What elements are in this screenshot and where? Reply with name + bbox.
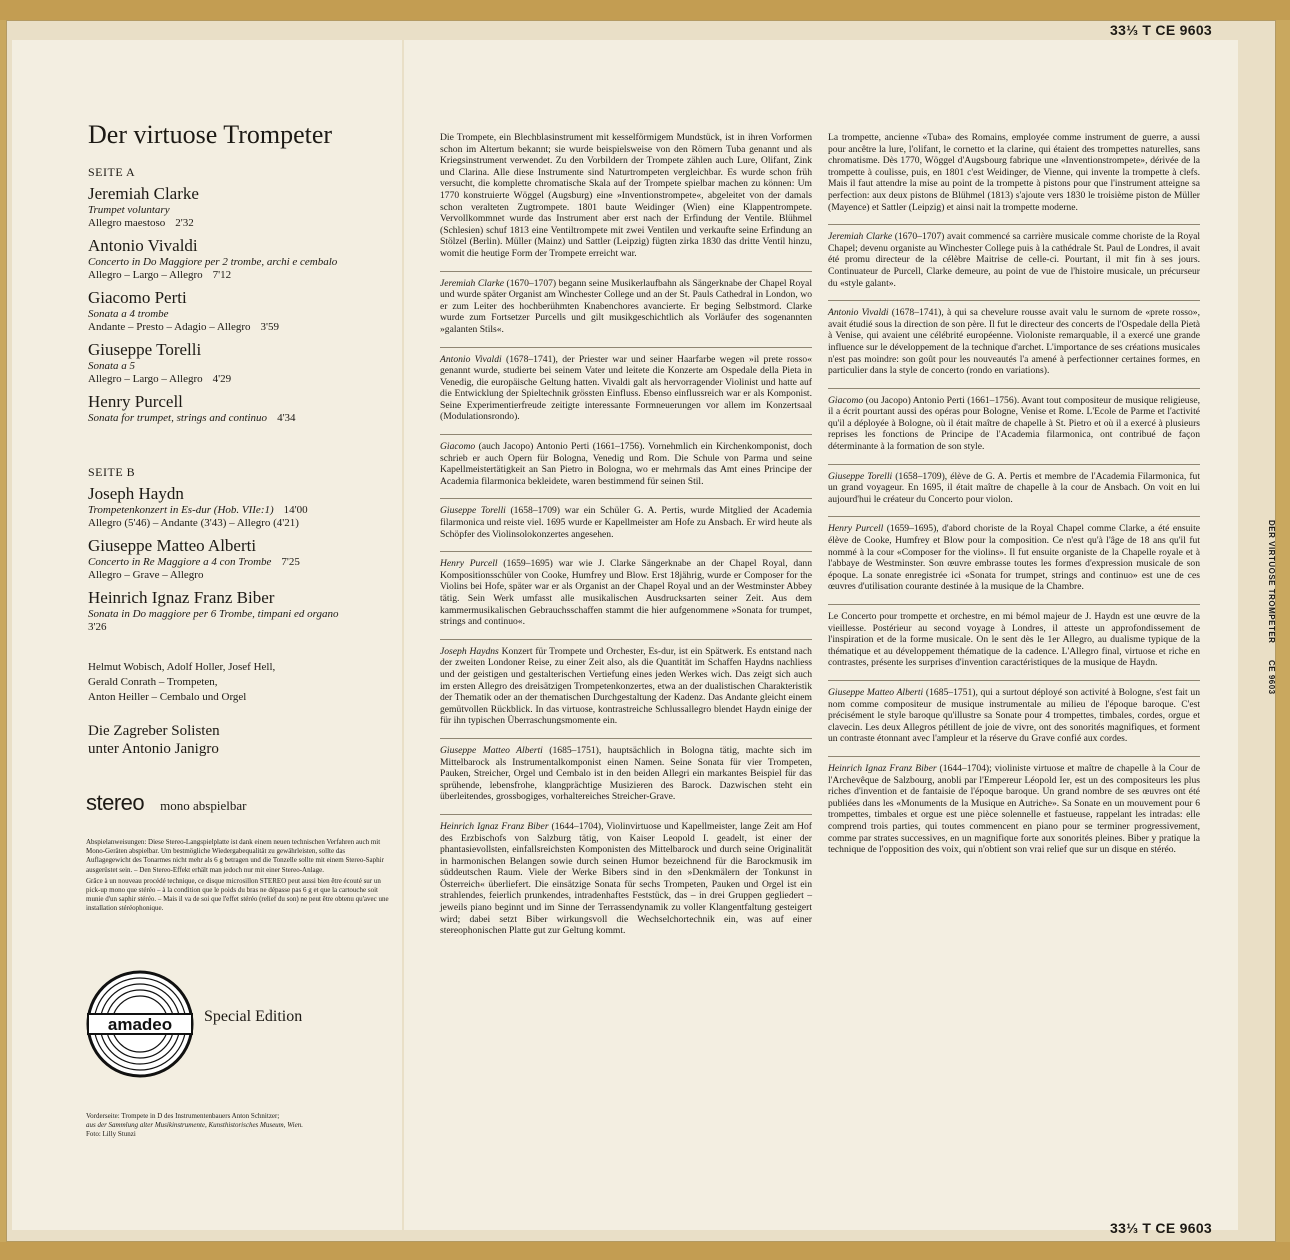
track-tempo-line: [88, 373, 398, 386]
track-work: Concerto in Re Maggiore a 4 con Trombe: [88, 556, 272, 568]
german-notes-column: [440, 132, 812, 948]
notes-name: Giuseppe Torelli: [828, 470, 893, 482]
sleeve-bottom-flap: [0, 1242, 1290, 1260]
notes-name: Joseph Haydns: [440, 645, 499, 657]
track-work: Sonata a 5: [88, 360, 136, 372]
notes-text: (1685–1751), hauptsächlich in Bologna tätig, machte sich im Mittelbarock als Instrumentalkomponist einen Namen. Seine Sonata für vier Trompeten, Pauken, Streicher, Orgel und Cembalo ist in den beiden Allegri ein markantes Beispiel für das sprühende, lebensfrohe, klangprächtige Musizieren des Barock. Dazwischen steht ein überleitendes, grossbogiges, vorhaltereiches Streicher-Grave.: [440, 744, 812, 803]
spine-number: CE 9603: [1267, 660, 1276, 695]
track-work: Trompetenkonzert in Es-dur (Hob. VIIe:1): [88, 504, 274, 516]
divider: [828, 224, 1200, 225]
track-work: Trumpet voluntary: [88, 204, 170, 216]
notes-paragraph: [828, 611, 1200, 669]
divider: [440, 434, 812, 435]
notes-name: Jeremiah Clarke: [828, 231, 893, 243]
notes-text: (1659–1695), d'abord choriste de la Royal Chapel comme Clarke, a été ensuite élève de Cooke, Humfrey et Blow pour la composition. Ce n'est qu'à l'âge de 18 ans qu'il fut nommé à la cour «Composer for the violins». Il fut ensuite organiste de la Chapelle royale et à l'abbaye de Westminster. Son œuvre embrasse toutes les formes d'expression musicale de son époque. La sonate enregistrée ici «Sonata for trumpet, strings and continuo» est une de ces œuvres d'utilisation courante destinée à la musique de la Chambre.: [828, 523, 1201, 593]
cover-credit-line: Vorderseite: Trompete in D des Instrumentenbauers Anton Schnitzer;: [86, 1112, 280, 1120]
ensemble: [88, 722, 398, 758]
notes-name: Henry Purcell: [828, 523, 884, 535]
notes-text: Konzert für Trompete und Orchester, Es-dur, ist ein Spätwerk. Es entstand nach der zweiten Londoner Reise, zu einer Zeit also, als die Quantität im Schaffen Haydns nachliess und der geistigen und gestalterischen Vertiefung eines jeden Werkes wich. Das zeigt sich auch im ersten Allegro des dreisätzigen Trompetenkonzertes, etwa an der dualistischen Charakteristik der Thematik oder an der thematischen Durchgestaltung der Kadenz. Das Andante gleicht einem gemütvollen Rückblick. In das virtuose, kontrastreiche Schlussallegro blendet Haydn einige der für ihn typischen Überraschungsmomente ein.: [440, 645, 812, 727]
cover-credit-line: aus der Sammlung alter Musikinstrumente, Kunsthistorisches Museum, Wien.: [86, 1121, 303, 1129]
track-composer: Joseph Haydn: [88, 484, 184, 503]
track-tempo-line: [88, 269, 398, 282]
notes-paragraph: [828, 471, 1200, 506]
notes-name: Henry Purcell: [440, 558, 498, 570]
notes-name: Jeremiah Clarke: [440, 277, 504, 289]
track-item: [88, 392, 398, 425]
cover-credit: [86, 1112, 396, 1139]
track-work: Concerto in Do Maggiore per 2 trombe, archi e cembalo: [88, 256, 338, 268]
divider: [440, 814, 812, 815]
performers: [88, 660, 398, 705]
spine-title: DER VIRTUOSE TROMPETER: [1267, 520, 1276, 644]
notes-paragraph: [828, 132, 1200, 213]
track-work-line: [88, 504, 398, 517]
divider: [440, 738, 812, 739]
notes-paragraph: [828, 687, 1200, 745]
divider: [828, 680, 1200, 681]
notes-paragraph: [828, 763, 1200, 856]
track-composer: Giuseppe Matteo Alberti: [88, 536, 257, 555]
logo-text: amadeo: [107, 1015, 173, 1034]
divider: [440, 347, 812, 348]
french-notes-column: [828, 132, 1200, 867]
track-duration: 4'34: [277, 412, 296, 424]
track-duration: 3'26: [88, 621, 107, 633]
sleeve-top-flap: [0, 0, 1290, 20]
track-item: [88, 288, 398, 334]
stereo-label: stereo: [86, 790, 145, 815]
track-tempo: Allegro – Largo – Allegro: [88, 373, 203, 385]
performers-line: Helmut Wobisch, Adolf Holler, Josef Hell,: [88, 661, 276, 673]
notes-name: Giacomo: [828, 394, 864, 406]
stereo-notice: [86, 790, 396, 816]
track-tempo-line: [88, 412, 398, 425]
notes-text: Le Concerto pour trompette et orchestre, en mi bémol majeur de J. Haydn est une œuvre de la vieillesse. Postérieur au second voyage à Londres, il atteste un approfondissement de l'inspiration et de la forme musicale. On le sent dès le 1er Allegro, au dualisme typique de la thématique et au développement thématique de la cadence. L'Allegro final, virtuose et riche en contrastes, présente les surprises d'invention caractéristiques de la musique de Haydn.: [828, 611, 1200, 669]
track-duration: 2'32: [175, 217, 194, 229]
track-item: [88, 588, 398, 634]
divider: [828, 388, 1200, 389]
notes-paragraph: [440, 646, 812, 727]
notes-paragraph: [828, 395, 1200, 453]
performers-line: Gerald Conrath – Trompeten,: [88, 676, 218, 688]
track-item: [88, 184, 398, 230]
track-tempo: Allegro (5'46) – Andante (3'43) – Allegro (4'21): [88, 517, 299, 529]
notes-paragraph: [440, 278, 812, 336]
mono-compatible-label: mono abspielbar: [160, 798, 247, 813]
track-composer: Henry Purcell: [88, 392, 183, 411]
ensemble-line: unter Antonio Janigro: [88, 741, 219, 757]
track-composer: Antonio Vivaldi: [88, 236, 198, 255]
notes-paragraph: [440, 821, 812, 937]
track-work: Sonata in Do maggiore per 6 Trombe, timpani ed organo: [88, 608, 339, 620]
notes-paragraph: [828, 231, 1200, 289]
notes-text: (1678–1741), à qui sa chevelure rousse avait valu le surnom de «prete rosso», avait étudié sous la direction de son père. Il fut le directeur des concerts de l'Ospedale della Pietà à Venise, qui avaient une célébrité européenne. Violoniste remarquable, il a exercé une grande influence sur le développement de la technique d'archet. L'importance de ses créations musicales n'est pas moindre: son goût pour les nouveautés l'a amené à perfectionner certaines formes, en particulier dans la style de concerto (rondo en variations).: [828, 307, 1200, 377]
notes-paragraph: [440, 132, 812, 260]
notes-paragraph: [440, 354, 812, 424]
track-composer: Giuseppe Torelli: [88, 340, 202, 359]
cover-credit-line: Foto: Lilly Stunzi: [86, 1130, 136, 1138]
side-a-label: SEITE A: [88, 165, 136, 179]
track-work: Sonata a 4 trombe: [88, 308, 169, 320]
track-composer: Heinrich Ignaz Franz Biber: [88, 588, 275, 607]
track-duration: 7'12: [212, 269, 232, 281]
divider: [440, 498, 812, 499]
album-title: Der virtuose Trompeter: [88, 120, 333, 149]
side-a: [88, 165, 398, 431]
track-duration: 14'00: [283, 504, 308, 516]
catalog-number-bottom: 33⅓ T CE 9603: [1110, 1220, 1212, 1236]
notes-name: Heinrich Ignaz Franz Biber: [440, 820, 549, 832]
notes-paragraph: [828, 307, 1200, 377]
notes-text: (auch Jacopo) Antonio Perti (1661–1756). Vornehmlich ein Kirchenkomponist, doch schrieb er auch Opern für Bologna, Venedig und Rom. Die Schule von Parma und seine Kapellmeistertätigkeit an San Pietro in Bologna, wo er mehrmals das Amt eines Principe der Academia filarmonica bekleidete, waren bestimmend für seinen Stil.: [440, 441, 812, 487]
notes-text: (1670–1707) begann seine Musikerlaufbahn als Sängerknabe der Chapel Royal und wurde später Organist am Winchester College und an der St. Pauls Cathedral in London, wo er zum Leiter des hochberühmten Knabenchores avancierte. Er beging Selbstmord. Clarke wurde zum Fortsetzer Purcells und gilt musikgeschichtlich als Vorläufer des sogenannten »galanten Stils«.: [440, 277, 812, 335]
notes-text: (1678–1741), der Priester war und seiner Haarfarbe wegen »il prete rosso« genannt wurde, studierte bei seinem Vater und leitete die Konzerte am Ospedale della Pieta in Venedig, die europäische Geltung hatten. Vivaldi galt als hervorragender Violinist und hatte auf die Entwicklung der Spieltechnik grössten Einfluss. Ebenso einflussreich war er als Komponist. Seine Experimentierfreude zeitigte interessante Formneuerungen vor allem im Konzertsaal (Modulationsrondo).: [440, 353, 812, 423]
track-duration: 3'59: [260, 321, 280, 333]
notes-paragraph: [440, 558, 812, 628]
notes-paragraph: [828, 523, 1200, 593]
notes-name: Giuseppe Matteo Alberti: [828, 686, 924, 698]
track-tempo: Allegro – Largo – Allegro: [88, 269, 203, 281]
divider: [440, 271, 812, 272]
playback-instructions: [86, 838, 391, 916]
track-tempo-line: [88, 321, 398, 334]
notes-text: (1658–1709), élève de G. A. Pertis et membre de l'Academia Filarmonica, fut un grand voyageur. En 1695, il était maître de chapelle à la cour de Ansbach. On voit en lui aujourd'hui le créateur du Concerto pour violon.: [828, 470, 1201, 505]
track-tempo-line: [88, 621, 398, 634]
track-item: [88, 484, 398, 530]
track-work: Sonata for trumpet, strings and continuo: [88, 412, 268, 424]
side-b: [88, 465, 398, 640]
notes-name: Antonio Vivaldi: [828, 307, 889, 319]
track-work-line: [88, 556, 398, 569]
divider: [440, 639, 812, 640]
instructions-french: Grâce à un nouveau procédé technique, ce disque microsillon STEREO peut aussi bien être écouté sur un pick-up mono que stéréo – à la condition que le poids du bras ne dépasse pas 6 g et que la cartouche soit munie d'un saphir stéréo. – Mais il va de soi que l'effet stéréo (relief du son) ne peut être obtenu qu'avec une installation stéréophonique.: [86, 876, 389, 913]
divider: [440, 551, 812, 552]
track-tempo-line: [88, 217, 398, 230]
ensemble-line: Die Zagreber Solisten: [88, 723, 220, 739]
notes-text: (1644–1704); violiniste virtuose et maître de chapelle à la Cour de l'Archevêque de Salzbourg, anobli par l'Empereur Léopold Ier, est un des compositeurs les plus riches d'invention et de fantaisie de l'époque baroque. Un grand nombre de ses œuvres ont été publiées dans les «Monuments de la Musique en Autriche». Sa Sonate en un mouvement pour 6 trompettes, timbales et orgue est une pièce solennelle et fastueuse, rappelant les intradas: elle comprend trois parties, qui toutes commencent en piano pour se terminer progressivement, comme par strates successives, en un magnifique forte aux sonorités pleines. Biber y pratique la technique de l'opposition des voix, qui n'obtient son vrai relief que sur un disque en stéréo.: [828, 762, 1200, 856]
divider: [828, 604, 1200, 605]
instructions-german: Abspielanweisungen: Diese Stereo-Langspielplatte ist dank einem neuen technischen Verfahren auch mit Mono-Geräten abspielbar. Um bestmögliche Wiedergabequalität zu gewährleisten, sollte das Auflagegewicht des Tonarmes nicht mehr als 6 g betragen und die Tonzelle sollte mit einem Stereo-Saphir ausgerüstet sein. – Den Stereo-Effekt erhält man jedoch nur mit einer Stereo-Anlage.: [86, 838, 384, 874]
notes-text: Die Trompete, ein Blechblasinstrument mit kesselförmigem Mundstück, ist in ihren Vorformen schon im Altertum bekannt; sie wurde beispielsweise von den Römern Tuba genannt und als Kriegsinstrument verwendet. Zu den Vorbildern der Trompete zählen auch Lure, Olifant, Zink und Clarina. Alle diese Instrumente sind Naturtrompeten vergleichbar. Es wurde schon früh versucht, die komplette chromatische Skala auf der Trompete spielbar machen zu können: Um 1770 konstruierte Wöggel (Augsburg) eine »Inventionstrompete«, abgeleitet von der damals schon veralteten Zugtrompete. 1801 baute Weidinger (Wien) eine Klappentrompete. Vervollkommnet wurde das Instrument aber erst nach der Erfindung der Ventile. Blühmel (Schlesien) schuf 1813 eine Ventiltrompete mit zwei Ventilen und verkaufte seine Erfindung an Stölzel (Berlin). Müller (Mainz) und Sattler (Leipzig) fügten zirka 1830 das dritte Ventil hinzu, womit die heutige Form der Trompete erreicht war.: [440, 132, 812, 259]
notes-text: (1659–1695) war wie J. Clarke Sängerknabe an der Chapel Royal, dann Kompositionsschüler von Cooke, Humfrey und Blow. Erst 18jährig, wurde er Composer for the Violins bei Hofe, später war er als Organist an der Chapel Royal und an der Westminster Abbey tätig. Sein Werk umfasst alle musikalischen Ausdrucksarten seiner Zeit. Aus dem kammermusikalischen Gebrauchsschaffen stammt die hier aufgenommene »Sonata for trumpet, strings and continuo«.: [440, 558, 812, 628]
notes-paragraph: [440, 441, 812, 487]
side-b-label: SEITE B: [88, 465, 136, 479]
track-duration: 7'25: [281, 556, 300, 568]
performers-line: Anton Heiller – Cembalo und Orgel: [88, 691, 247, 703]
notes-name: Heinrich Ignaz Franz Biber: [828, 762, 937, 774]
track-tempo: Allegro – Grave – Allegro: [88, 569, 204, 581]
notes-text: (ou Jacopo) Antonio Perti (1661–1756). Avant tout compositeur de musique religieuse, il a écrit pourtant aussi des opéras pour Bologne, Venise et Rome. L'Ecole de Parme et l'activité qu'il a déployée à Bologne, où il était maître de chapelle à St. Pietro et où il a exercé à plusieurs reprises les fonctions de Principe de l'Academia filarmonica, ont contribué de façon déterminante à la formation de son style.: [828, 394, 1200, 453]
notes-name: Giuseppe Torelli: [440, 505, 506, 517]
record-disc-icon: [86, 970, 194, 1078]
spine-label: [1236, 520, 1276, 720]
notes-name: Giacomo: [440, 441, 476, 453]
track-item: [88, 236, 398, 282]
special-edition-label: Special Edition: [204, 1008, 303, 1025]
track-composer: Giacomo Perti: [88, 288, 187, 307]
catalog-number-top: 33⅓ T CE 9603: [1110, 22, 1212, 38]
divider: [828, 300, 1200, 301]
track-item: [88, 536, 398, 582]
notes-text: La trompette, ancienne «Tuba» des Romains, employée comme instrument de guerre, a aussi pour ancêtre la lure, l'olifant, le cornetto et la clarine, qui étaient des trompettes naturelles, sans chromatisme. Dès 1770, Wöggel d'Augsbourg fabrique une «Inventionstrompete», dérivée de la trompette à coulisse, puis, en 1801 c'est Weidinger, de Vienne, qui invente la trompette à clefs. Mais il faut attendre la mise au point de la trompette à pistons pour que l'instrument atteigne sa perfection: aux deux pistons de Blühmel (1813) s'ajoute vers 1830 le troisième piston de Müller (Mayence) et Sattler (Leipzig) et ainsi nait la trompette moderne.: [828, 132, 1200, 213]
track-duration: 4'29: [212, 373, 232, 385]
track-composer: Jeremiah Clarke: [88, 184, 199, 203]
divider: [828, 464, 1200, 465]
track-tempo: Allegro maestoso: [88, 217, 166, 229]
track-tempo: Andante – Presto – Adagio – Allegro: [88, 321, 251, 333]
notes-text: (1644–1704), Violinvirtuose und Kapellmeister, lange Zeit am Hof des Erzbischofs von Salzburg tätig, von Kaiser Leopold I. geadelt, ist einer der phantasievollsten, einfallsreichsten Komponisten des Mittelbarock und durch seine Originalität in harmonischen Belangen sowie durch seinen Humor bezeichnend für die Barockmusik im süddeutschen Raum. Viele der Werke Bibers sind in den »Denkmälern der Tonkunst in Österreich« überliefert. Die einsätzige Sonata für sechs Trompeten, Pauken und Orgel ist ein strahlendes, feierlich prunkendes, intradenhaftes Feststück, das – in drei Gruppen gegliedert – jeweils piano beginnt und im Sinne der Terrassendynamik zu voller Klangentfaltung gesteigert wird; dabei setzt Biber wirkungsvoll die Wechselchortechnik ein, was auf einer stereophonischen Platte gut zur Geltung kommt.: [440, 820, 813, 937]
notes-text: (1658–1709) war ein Schüler G. A. Pertis, wurde Mitglied der Academia filarmonica und reiste viel. 1695 wurde er Kapellmeister am Hofe zu Ansbach. Er wird heute als Schöpfer des Violinsolokonzertes angesehen.: [440, 505, 812, 540]
divider: [828, 516, 1200, 517]
notes-name: Antonio Vivaldi: [440, 353, 502, 365]
divider: [828, 756, 1200, 757]
notes-paragraph: [440, 505, 812, 540]
notes-paragraph: [440, 745, 812, 803]
notes-name: Giuseppe Matteo Alberti: [440, 744, 543, 756]
notes-text: (1670–1707) avait commencé sa carrière musicale comme choriste de la Royal Chapel; devenu organiste au Winchester College puis à la cathédrale St. Paul de Londres, il avait été promu directeur de la célèbre Maitrise de celle-ci. Pourtant, il mit fin à ses jours. Continuateur de Purcell, Clarke demeure, au point de vue de l'histoire musicale, un précurseur du «style galant».: [828, 231, 1200, 289]
track-item: [88, 340, 398, 386]
notes-text: (1685–1751), qui a surtout déployé son activité à Bologne, s'est fait un nom comme compositeur de musique instrumentale au milieu de l'époque baroque. C'est précisément le style baroque qu'illustre sa Sonate pour 4 trompettes, timbales, cordes, orgue et clavecin. Les deux Allegros pétillent de joie de vivre, ont des sonorités magnifiques, et forment un contraste étonnant avec l'ampleur et la réserve du Grave confié aux cordes.: [828, 686, 1200, 745]
